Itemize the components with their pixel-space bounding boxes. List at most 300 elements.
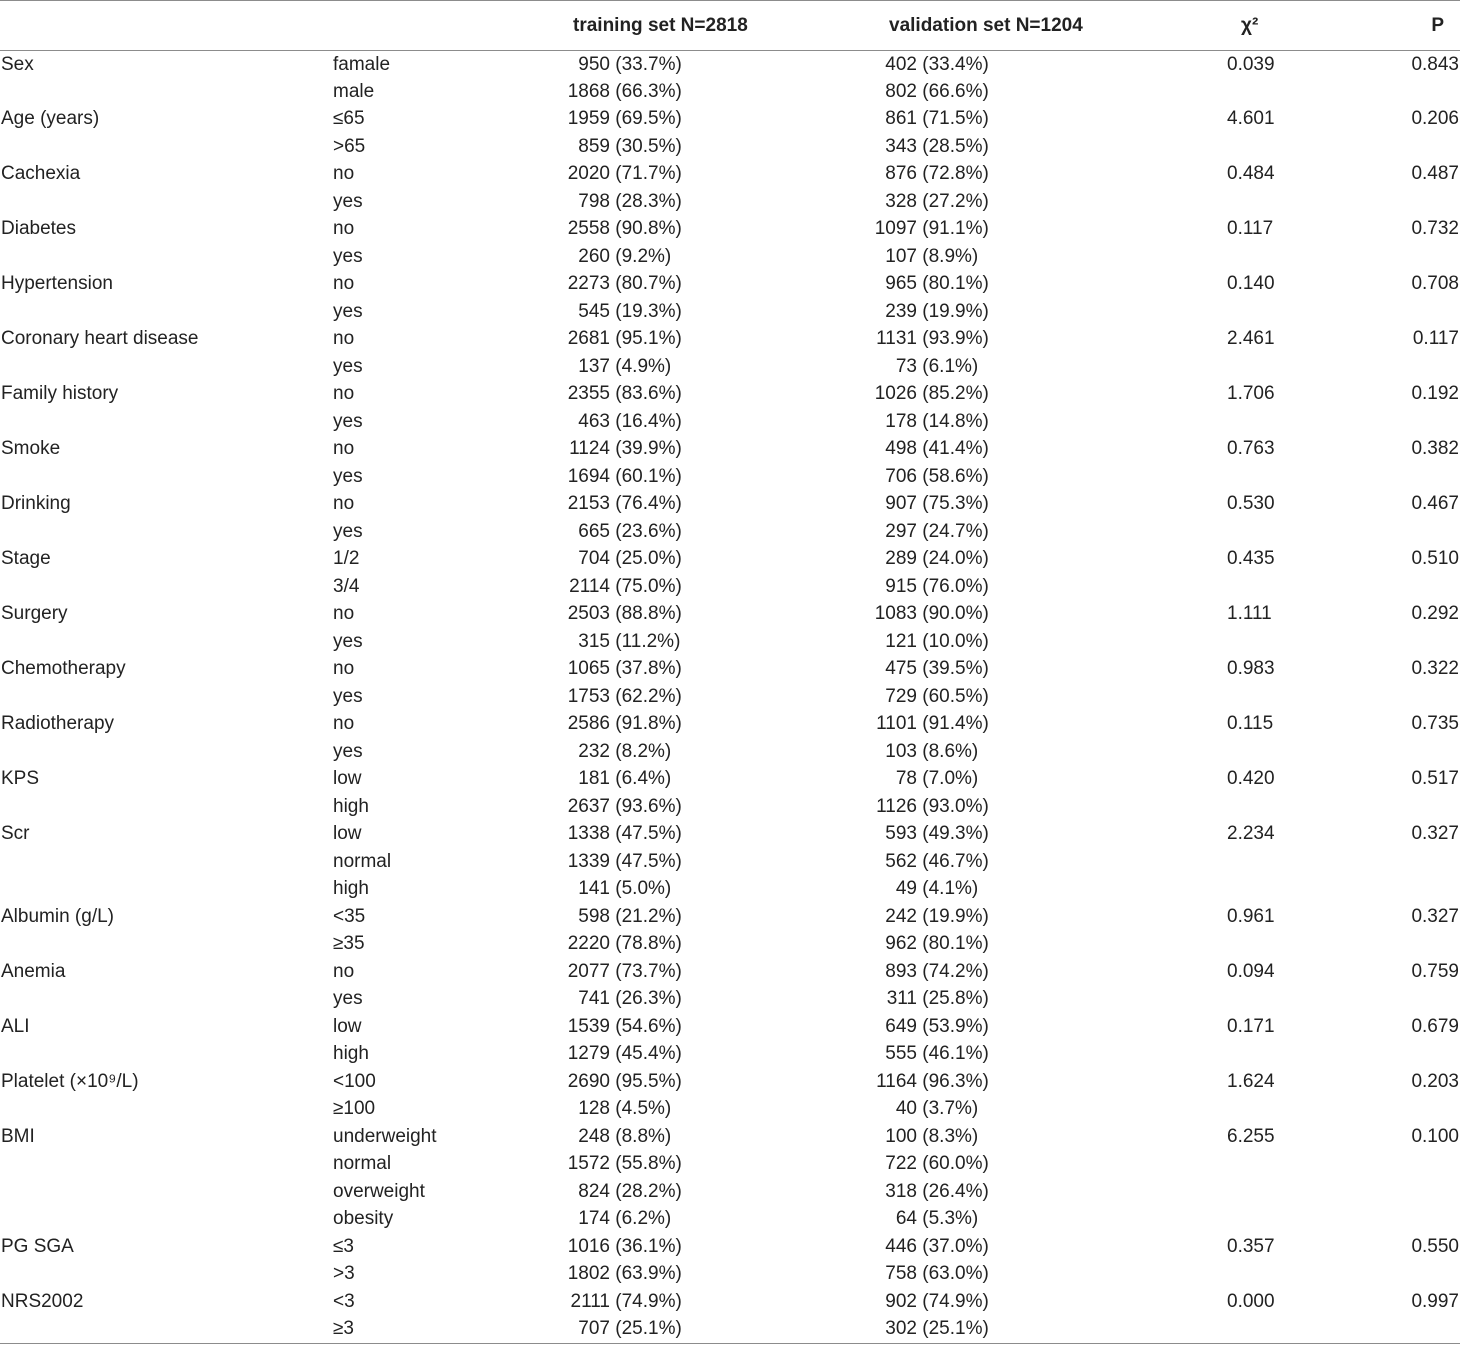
cell-p-value: 0.843 <box>1411 53 1459 75</box>
cell-validation-set: 178 (14.8%) <box>885 410 989 432</box>
cell-chi-square <box>1189 1041 1339 1069</box>
cell-category: famale <box>333 53 391 75</box>
cell-chi-square: 2.234 <box>1227 823 1275 845</box>
cell-p-value: 0.735 <box>1411 713 1459 735</box>
cell-p-value <box>1339 793 1460 821</box>
cell-p-value <box>1339 463 1460 491</box>
cell-validation-set: 49 (4.1%) <box>895 878 979 900</box>
cell-chi-square: 0.140 <box>1227 273 1275 295</box>
cell-category: <35 <box>333 905 366 927</box>
cell-validation-set: 907 (75.3%) <box>885 493 989 515</box>
cell-p-value <box>1339 518 1460 546</box>
cell-p-value <box>1339 683 1460 711</box>
cell-p-value <box>1339 1206 1460 1234</box>
cell-p-value <box>1339 408 1460 436</box>
cell-validation-set: 64 (5.3%) <box>895 1208 979 1230</box>
cell-training-set: 137 (4.9%) <box>578 355 672 377</box>
table-row <box>0 711 1460 739</box>
cell-chi-square: 0.115 <box>1227 713 1274 735</box>
cell-training-set: 2690 (95.5%) <box>567 1070 682 1092</box>
cell-variable <box>0 1261 333 1289</box>
cell-category: no <box>333 603 355 625</box>
cell-chi-square: 0.530 <box>1227 493 1275 515</box>
cell-validation-set: 1083 (90.0%) <box>874 603 989 625</box>
cell-p-value <box>1339 931 1460 959</box>
cell-p-value: 0.517 <box>1411 768 1459 790</box>
cell-training-set: 598 (21.2%) <box>578 905 682 927</box>
cell-training-set: 2273 (80.7%) <box>567 273 682 295</box>
cell-p-value: 0.679 <box>1411 1015 1459 1037</box>
cell-validation-set: 722 (60.0%) <box>885 1153 989 1175</box>
cell-chi-square <box>1189 793 1339 821</box>
cell-p-value <box>1339 78 1460 106</box>
table-row <box>0 848 1460 876</box>
cell-chi-square: 1.706 <box>1227 383 1275 405</box>
cell-variable <box>0 298 333 326</box>
cell-variable <box>0 738 333 766</box>
cell-chi-square <box>1189 78 1339 106</box>
cell-training-set: 2153 (76.4%) <box>567 493 682 515</box>
table-row <box>0 161 1460 189</box>
cell-training-set: 704 (25.0%) <box>578 548 682 570</box>
cell-variable <box>0 353 333 381</box>
cell-category: ≤65 <box>333 108 365 130</box>
cell-chi-square <box>1189 243 1339 271</box>
cell-chi-square <box>1189 1206 1339 1234</box>
cell-variable: KPS <box>1 768 40 790</box>
cell-category: normal <box>333 850 392 872</box>
cell-p-value <box>1339 1316 1460 1344</box>
cell-validation-set: 475 (39.5%) <box>885 658 989 680</box>
cell-training-set: 2077 (73.7%) <box>567 960 682 982</box>
cell-training-set: 1279 (45.4%) <box>567 1043 682 1065</box>
cell-category: yes <box>333 740 363 762</box>
table-row <box>0 628 1460 656</box>
cell-training-set: 1065 (37.8%) <box>567 658 682 680</box>
cell-variable <box>0 628 333 656</box>
cell-variable <box>0 133 333 161</box>
cell-category: yes <box>333 465 363 487</box>
cell-category: yes <box>333 245 363 267</box>
cell-category: yes <box>333 190 363 212</box>
cell-variable: Family history <box>1 383 119 405</box>
cell-validation-set: 649 (53.9%) <box>885 1015 989 1037</box>
cell-p-value: 0.292 <box>1411 603 1459 625</box>
cell-training-set: 2114 (75.0%) <box>569 575 682 597</box>
cell-variable <box>0 1178 333 1206</box>
cell-training-set: 1338 (47.5%) <box>567 823 682 845</box>
cell-training-set: 1959 (69.5%) <box>567 108 682 130</box>
cell-chi-square: 1.111 <box>1227 603 1272 625</box>
cell-validation-set: 915 (76.0%) <box>885 575 989 597</box>
cell-p-value: 0.759 <box>1411 960 1459 982</box>
cell-training-set: 463 (16.4%) <box>578 410 682 432</box>
table-row <box>0 463 1460 491</box>
cell-p-value <box>1339 1261 1460 1289</box>
cell-validation-set: 965 (80.1%) <box>885 273 989 295</box>
table-row <box>0 381 1460 409</box>
table-row <box>0 1041 1460 1069</box>
cell-chi-square: 0.961 <box>1227 905 1275 927</box>
cell-chi-square: 6.255 <box>1227 1125 1275 1147</box>
cell-chi-square <box>1189 986 1339 1014</box>
cell-training-set: 315 (11.2%) <box>578 630 681 652</box>
cell-validation-set: 343 (28.5%) <box>885 135 989 157</box>
cell-validation-set: 802 (66.6%) <box>885 80 989 102</box>
table-row <box>0 216 1460 244</box>
table-row <box>0 271 1460 299</box>
cell-p-value: 0.100 <box>1411 1125 1459 1147</box>
cell-p-value: 0.206 <box>1411 108 1459 130</box>
cell-variable: Chemotherapy <box>1 658 126 680</box>
table-row <box>0 1288 1460 1316</box>
cell-training-set: 2558 (90.8%) <box>567 218 682 240</box>
table-row <box>0 573 1460 601</box>
cell-category: yes <box>333 300 363 322</box>
cell-validation-set: 758 (63.0%) <box>885 1263 989 1285</box>
cell-p-value <box>1339 986 1460 1014</box>
cell-training-set: 2681 (95.1%) <box>567 328 682 350</box>
cell-category: yes <box>333 520 363 542</box>
cell-p-value: 0.487 <box>1411 163 1459 185</box>
cell-validation-set: 498 (41.4%) <box>885 438 989 460</box>
table-row <box>0 491 1460 519</box>
cell-variable <box>0 876 333 904</box>
cell-category: >65 <box>333 135 366 157</box>
cell-p-value <box>1339 573 1460 601</box>
cell-training-set: 1802 (63.9%) <box>567 1263 682 1285</box>
cell-training-set: 2111 (74.9%) <box>570 1290 682 1312</box>
cell-variable <box>0 408 333 436</box>
cell-p-value <box>1339 298 1460 326</box>
cell-p-value: 0.192 <box>1411 383 1459 405</box>
cell-validation-set: 289 (24.0%) <box>885 548 989 570</box>
cell-chi-square <box>1189 133 1339 161</box>
cell-variable <box>0 1316 333 1344</box>
cell-training-set: 665 (23.6%) <box>578 520 682 542</box>
cell-validation-set: 311 (25.8%) <box>886 988 989 1010</box>
cell-validation-set: 876 (72.8%) <box>885 163 989 185</box>
cell-category: no <box>333 713 355 735</box>
cell-category: <100 <box>333 1070 376 1092</box>
header-training-set: training set N=2818 <box>533 1 797 51</box>
cell-validation-set: 103 (8.6%) <box>885 740 979 762</box>
cell-chi-square: 0.435 <box>1227 548 1275 570</box>
cell-validation-set: 242 (19.9%) <box>885 905 989 927</box>
cell-category: low <box>333 1015 362 1037</box>
cell-training-set: 707 (25.1%) <box>533 1316 797 1344</box>
cell-category: <3 <box>333 1290 355 1312</box>
table-row <box>0 518 1460 546</box>
cell-validation-set: 1026 (85.2%) <box>874 383 989 405</box>
cell-variable <box>0 518 333 546</box>
cell-chi-square: 4.601 <box>1227 108 1275 130</box>
cell-variable <box>0 78 333 106</box>
cell-p-value <box>1339 243 1460 271</box>
cell-validation-set: 402 (33.4%) <box>885 53 989 75</box>
cell-training-set: 1868 (66.3%) <box>567 80 682 102</box>
table-row <box>0 931 1460 959</box>
cell-chi-square <box>1189 353 1339 381</box>
cell-training-set: 1572 (55.8%) <box>567 1153 682 1175</box>
cell-chi-square: 0.357 <box>1227 1235 1275 1257</box>
cell-validation-set: 729 (60.5%) <box>885 685 989 707</box>
cell-p-value <box>1339 1096 1460 1124</box>
cell-category: male <box>333 80 375 102</box>
cell-chi-square <box>1189 931 1339 959</box>
cell-chi-square <box>1189 463 1339 491</box>
cell-category: high <box>333 878 369 900</box>
cell-category: yes <box>333 685 363 707</box>
cell-category: no <box>333 493 355 515</box>
table-row <box>0 353 1460 381</box>
cell-category: normal <box>333 1153 392 1175</box>
table-row <box>0 986 1460 1014</box>
cell-category: 3/4 <box>333 575 360 597</box>
table-row <box>0 1316 1460 1344</box>
table-row <box>0 1151 1460 1179</box>
cell-validation-set: 239 (19.9%) <box>885 300 989 322</box>
cell-chi-square <box>1189 1261 1339 1289</box>
cell-training-set: 2637 (93.6%) <box>567 795 682 817</box>
cell-variable <box>0 1096 333 1124</box>
table-row <box>0 601 1460 629</box>
cell-p-value: 0.203 <box>1411 1070 1459 1092</box>
cell-p-value <box>1339 738 1460 766</box>
cell-category: yes <box>333 630 363 652</box>
cell-category: no <box>333 438 355 460</box>
table-row <box>0 876 1460 904</box>
cell-category: underweight <box>333 1125 437 1147</box>
cell-variable <box>0 1041 333 1069</box>
cell-category: no <box>333 658 355 680</box>
table-row <box>0 546 1460 574</box>
cell-validation-set: 107 (8.9%) <box>885 245 979 267</box>
table-body <box>0 51 1460 1344</box>
cell-p-value <box>1339 133 1460 161</box>
cell-validation-set: 297 (24.7%) <box>885 520 989 542</box>
cell-category: high <box>333 795 369 817</box>
cell-chi-square <box>1189 848 1339 876</box>
header-variable <box>0 1 333 51</box>
cell-training-set: 2355 (83.6%) <box>567 383 682 405</box>
table-row <box>0 243 1460 271</box>
cell-validation-set: 902 (74.9%) <box>885 1290 989 1312</box>
cell-chi-square: 0.117 <box>1227 218 1274 240</box>
cell-training-set: 248 (8.8%) <box>578 1125 672 1147</box>
cell-training-set: 1016 (36.1%) <box>567 1235 682 1257</box>
table-row <box>0 1123 1460 1151</box>
cell-training-set: 1339 (47.5%) <box>567 850 682 872</box>
cell-variable <box>0 1151 333 1179</box>
cell-validation-set: 121 (10.0%) <box>885 630 989 652</box>
cell-variable: Smoke <box>1 438 61 460</box>
header-validation-set: validation set N=1204 <box>797 1 1189 51</box>
cell-p-value <box>1339 1041 1460 1069</box>
cell-category: no <box>333 273 355 295</box>
cell-category: low <box>333 768 362 790</box>
cell-p-value: 0.382 <box>1411 438 1459 460</box>
table-row <box>0 133 1460 161</box>
cell-training-set: 798 (28.3%) <box>578 190 682 212</box>
cell-variable: Anemia <box>1 960 66 982</box>
cell-training-set: 1124 (39.9%) <box>569 438 682 460</box>
cell-p-value: 0.327 <box>1411 823 1459 845</box>
cell-category: ≥100 <box>333 1098 376 1120</box>
cell-variable <box>0 986 333 1014</box>
cell-variable <box>0 848 333 876</box>
cell-variable: Radiotherapy <box>1 713 115 735</box>
cell-p-value <box>1339 1151 1460 1179</box>
cell-training-set: 2586 (91.8%) <box>567 713 682 735</box>
cell-training-set: 859 (30.5%) <box>578 135 682 157</box>
cell-training-set: 181 (6.4%) <box>578 768 672 790</box>
cell-chi-square <box>1189 188 1339 216</box>
table-row <box>0 738 1460 766</box>
table-row <box>0 656 1460 684</box>
cell-training-set: 950 (33.7%) <box>578 53 682 75</box>
cell-category: >3 <box>333 1263 355 1285</box>
cell-validation-set: 562 (46.7%) <box>885 850 989 872</box>
cell-category: ≤3 <box>333 1235 354 1257</box>
cell-category: yes <box>333 988 363 1010</box>
cell-validation-set: 962 (80.1%) <box>885 933 989 955</box>
cell-validation-set: 446 (37.0%) <box>885 1235 989 1257</box>
cell-variable: Coronary heart disease <box>1 328 199 350</box>
cell-p-value <box>1339 188 1460 216</box>
cell-variable: PG SGA <box>1 1235 74 1257</box>
cell-chi-square: 0.039 <box>1227 53 1275 75</box>
cell-training-set: 1694 (60.1%) <box>567 465 682 487</box>
cell-training-set: 2503 (88.8%) <box>567 603 682 625</box>
cell-variable <box>0 683 333 711</box>
cell-training-set: 2020 (71.7%) <box>567 163 682 185</box>
cell-chi-square: 0.983 <box>1227 658 1275 680</box>
cell-validation-set: 318 (26.4%) <box>885 1180 989 1202</box>
cell-variable: Albumin (g/L) <box>1 905 114 927</box>
cell-validation-set: 73 (6.1%) <box>895 355 979 377</box>
cell-variable <box>0 931 333 959</box>
cell-category: no <box>333 960 355 982</box>
table-row <box>0 766 1460 794</box>
cell-chi-square <box>1189 1151 1339 1179</box>
cell-validation-set: 861 (71.5%) <box>885 108 989 130</box>
cell-chi-square: 0.484 <box>1227 163 1275 185</box>
cell-variable: Age (years) <box>1 108 100 130</box>
cell-p-value: 0.997 <box>1411 1290 1459 1312</box>
cell-p-value: 0.708 <box>1411 273 1459 295</box>
table-row <box>0 1096 1460 1124</box>
cell-variable: Drinking <box>1 493 71 515</box>
cell-training-set: 232 (8.2%) <box>578 740 672 762</box>
cell-validation-set: 1101 (91.4%) <box>876 713 989 735</box>
cell-chi-square <box>1189 408 1339 436</box>
cell-chi-square: 0.171 <box>1227 1015 1275 1037</box>
cell-chi-square <box>1189 738 1339 766</box>
cell-variable: Diabetes <box>1 218 76 240</box>
cell-validation-set: 1097 (91.1%) <box>874 218 989 240</box>
cell-validation-set: 302 (25.1%) <box>797 1316 1189 1344</box>
cell-variable: Sex <box>1 53 34 75</box>
header-p-value: P <box>1339 1 1460 51</box>
cell-training-set: 824 (28.2%) <box>578 1180 682 1202</box>
cell-validation-set: 40 (3.7%) <box>895 1098 979 1120</box>
table-row <box>0 188 1460 216</box>
cell-p-value <box>1339 353 1460 381</box>
cell-variable <box>0 573 333 601</box>
cell-training-set: 128 (4.5%) <box>578 1098 672 1120</box>
cell-training-set: 545 (19.3%) <box>578 300 682 322</box>
header-row <box>0 1 1460 51</box>
cell-p-value: 0.467 <box>1411 493 1459 515</box>
cell-category: 1/2 <box>333 548 360 570</box>
cell-training-set: 174 (6.2%) <box>578 1208 672 1230</box>
cell-chi-square <box>1189 876 1339 904</box>
cell-training-set: 141 (5.0%) <box>578 878 672 900</box>
cell-p-value: 0.510 <box>1411 548 1459 570</box>
cell-chi-square <box>1189 573 1339 601</box>
cell-validation-set: 1126 (93.0%) <box>876 795 989 817</box>
table-row <box>0 1068 1460 1096</box>
cell-category: no <box>333 383 355 405</box>
header-category <box>333 1 533 51</box>
cell-category: ≥35 <box>333 933 365 955</box>
cell-category: overweight <box>333 1180 425 1202</box>
cell-chi-square <box>1189 683 1339 711</box>
cell-variable <box>0 793 333 821</box>
cell-training-set: 2220 (78.8%) <box>567 933 682 955</box>
cell-chi-square: 0.000 <box>1227 1290 1275 1312</box>
table-row <box>0 326 1460 354</box>
cell-chi-square <box>1189 628 1339 656</box>
cell-chi-square <box>1189 298 1339 326</box>
cell-training-set: 1753 (62.2%) <box>567 685 682 707</box>
cell-validation-set: 555 (46.1%) <box>885 1043 989 1065</box>
cell-variable: Hypertension <box>1 273 113 295</box>
cell-category: yes <box>333 355 363 377</box>
cell-p-value: 0.117 <box>1412 328 1459 350</box>
cell-variable: Cachexia <box>1 163 81 185</box>
cell-category: low <box>333 823 362 845</box>
cell-validation-set: 328 (27.2%) <box>885 190 989 212</box>
cell-variable: Scr <box>1 823 30 845</box>
cell-variable <box>0 243 333 271</box>
table-row <box>0 298 1460 326</box>
cell-category: no <box>333 328 355 350</box>
table-row <box>0 78 1460 106</box>
cell-training-set: 741 (26.3%) <box>578 988 682 1010</box>
cell-variable: Stage <box>1 548 51 570</box>
cell-category: ≥3 <box>333 1316 533 1344</box>
table-row <box>0 51 1460 79</box>
cell-variable: NRS2002 <box>1 1290 84 1312</box>
cell-category: no <box>333 163 355 185</box>
table-row <box>0 1261 1460 1289</box>
cell-variable: ALI <box>1 1015 30 1037</box>
cell-validation-set: 1131 (93.9%) <box>876 328 989 350</box>
cell-p-value: 0.550 <box>1411 1235 1459 1257</box>
cell-chi-square: 0.420 <box>1227 768 1275 790</box>
cell-p-value: 0.327 <box>1411 905 1459 927</box>
cell-p-value <box>1339 848 1460 876</box>
cell-chi-square: 0.094 <box>1227 960 1275 982</box>
cell-p-value <box>1339 1178 1460 1206</box>
cell-validation-set: 78 (7.0%) <box>895 768 979 790</box>
table-row <box>0 1233 1460 1261</box>
cell-category: obesity <box>333 1208 394 1230</box>
cell-variable <box>0 188 333 216</box>
cell-variable: Platelet (×10⁹/L) <box>1 1070 139 1092</box>
